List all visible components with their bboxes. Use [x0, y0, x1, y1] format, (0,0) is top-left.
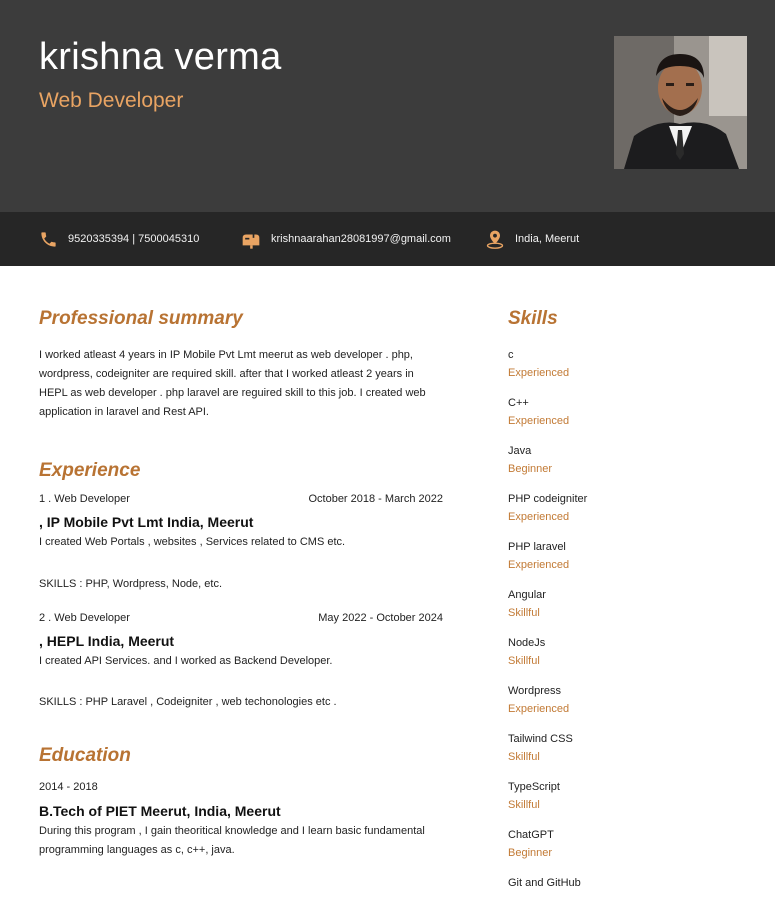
skill-name: PHP codeigniter: [508, 493, 588, 505]
skill-item: [508, 588, 748, 636]
skill-name: PHP laravel: [508, 541, 566, 553]
skill-level: Experienced: [508, 367, 570, 379]
skill-item: [508, 684, 748, 732]
mailbox-icon: [241, 230, 261, 249]
skill-name: Git and GitHub: [508, 877, 581, 889]
skill-level: Experienced: [508, 415, 570, 427]
contact-email: [241, 212, 451, 266]
phone-numbers: 9520335394 | 7500045310: [68, 233, 200, 245]
summary-section: [39, 308, 443, 422]
job-role: Web Developer: [39, 89, 184, 112]
job-entry: [39, 612, 443, 712]
job-header: [39, 493, 443, 505]
skill-item: [508, 348, 748, 396]
experience-section: [39, 460, 443, 712]
email-address[interactable]: krishnaarahan28081997@gmail.com: [271, 233, 451, 245]
skill-level: Beginner: [508, 463, 553, 475]
skill-name: Tailwind CSS: [508, 733, 573, 745]
job-description: I created API Services. and I worked as Backend Developer.: [39, 655, 333, 667]
skills-title: Skills: [508, 308, 558, 329]
skill-level: Experienced: [508, 559, 570, 571]
job-description: I created Web Portals , websites , Services related to CMS etc.: [39, 536, 346, 548]
job-entry: [39, 493, 443, 594]
education-title: Education: [39, 745, 131, 766]
resume-header: [0, 0, 775, 212]
skill-item: [508, 828, 748, 876]
skill-item: [508, 396, 748, 444]
skill-name: C++: [508, 397, 529, 409]
skill-item: [508, 540, 748, 588]
skill-level: Skillful: [508, 751, 540, 763]
job-company: , HEPL India, Meerut: [39, 633, 175, 649]
skills-column: [508, 308, 748, 924]
job-company: , IP Mobile Pvt Lmt India, Meerut: [39, 514, 254, 530]
education-description: During this program , I gain theoritical knowledge and I learn basic fundamental programming languages as c, c++, java.: [39, 825, 425, 856]
skill-level: Skillful: [508, 655, 540, 667]
skill-item: [508, 444, 748, 492]
job-header: [39, 612, 443, 624]
skill-name: Angular: [508, 589, 546, 601]
skill-level: Beginner: [508, 847, 553, 859]
location-text: India, Meerut: [515, 233, 580, 245]
job-skills: SKILLS : PHP Laravel , Codeigniter , web techonologies etc .: [39, 696, 337, 708]
job-dates: October 2018 - March 2022: [308, 493, 443, 505]
skill-item: [508, 636, 748, 684]
person-name: krishna verma: [39, 36, 282, 78]
education-section: [39, 745, 443, 860]
summary-text: I worked atleast 4 years in IP Mobile Pvt Lmt meerut as web developer . php, wordpress, codeigniter are required skill. after that I worked atleast 2 years in HEPL as web developer . php laravel are reguired skill to this job. I created web application in laravel and Rest API.: [39, 349, 426, 418]
education-dates: 2014 - 2018: [39, 781, 98, 793]
summary-title: Professional summary: [39, 308, 243, 329]
contact-phone: [39, 212, 199, 266]
skill-name: Wordpress: [508, 685, 561, 697]
profile-photo: [614, 36, 747, 169]
skill-name: TypeScript: [508, 781, 560, 793]
contact-bar: [0, 212, 775, 266]
job-dates: May 2022 - October 2024: [318, 612, 443, 624]
skill-name: NodeJs: [508, 637, 546, 649]
skill-item: [508, 732, 748, 780]
contact-location: [485, 212, 579, 266]
job-skills: SKILLS : PHP, Wordpress, Node, etc.: [39, 578, 223, 590]
job-heading: 2 . Web Developer: [39, 612, 130, 624]
experience-title: Experience: [39, 460, 141, 481]
skill-level: Experienced: [508, 703, 570, 715]
education-degree: B.Tech of PIET Meerut, India, Meerut: [39, 803, 281, 819]
job-heading: 1 . Web Developer: [39, 493, 130, 505]
location-pin-icon: [485, 229, 505, 249]
skill-item: [508, 492, 748, 540]
skill-name: ChatGPT: [508, 829, 554, 841]
skills-list: [508, 348, 748, 924]
profile-photo-image: [614, 36, 747, 169]
skill-level: Skillful: [508, 607, 540, 619]
phone-icon: [39, 230, 58, 249]
skill-item: [508, 876, 748, 924]
skill-name: Java: [508, 445, 532, 457]
skill-level: Experienced: [508, 511, 570, 523]
skill-name: c: [508, 349, 514, 361]
main-column: [39, 308, 443, 860]
skill-level: Skillful: [508, 799, 540, 811]
skill-item: [508, 780, 748, 828]
